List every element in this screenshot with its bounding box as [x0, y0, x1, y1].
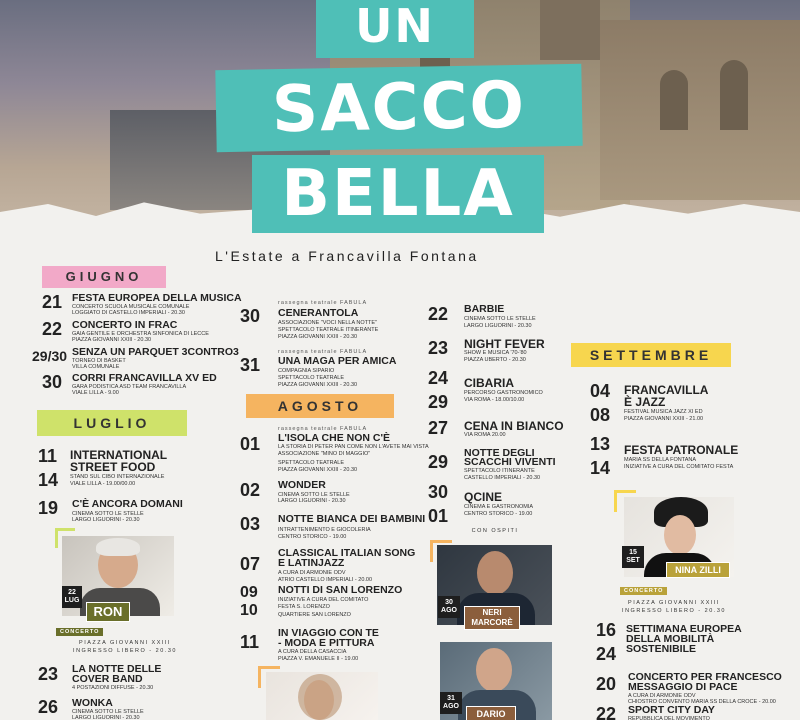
event-line: FESTIVAL MUSICA JAZZ XI ED: [624, 409, 703, 415]
event-day: 09: [240, 584, 258, 601]
event-title: MESSAGGIO DI PACE: [628, 681, 738, 693]
event-line: REPUBBLICA DEL MOVIMENTO: [628, 716, 710, 720]
event-line: FESTA S. LORENZO: [278, 604, 330, 610]
nina-date: [622, 546, 644, 568]
event-day: 22: [42, 319, 63, 339]
event-line: PIAZZA UBERTO - 20.30: [464, 357, 526, 363]
event-line: LARGO LIGUORINI - 20.30: [278, 498, 346, 504]
event-day: 22: [596, 704, 617, 720]
event-title: IN VIAGGIO CON TE: [278, 627, 379, 639]
event-line: SPETTACOLO ITINERANTE: [464, 468, 535, 474]
nina-nametag: NINA ZILLI: [666, 562, 730, 578]
event-day: 21: [42, 292, 63, 312]
event-line: MARIA SS DELLA FONTANA: [624, 457, 697, 463]
event-day: 04: [590, 381, 611, 401]
event-day: 29/30: [32, 348, 68, 364]
date-day: 30: [445, 599, 453, 606]
event-day: 23: [428, 338, 449, 358]
event-line: LARGO LIGUORINI - 20.30: [464, 323, 532, 329]
window: [720, 60, 748, 130]
event-day: 22: [428, 304, 449, 324]
event-line: CENTRO STORICO - 19.00: [464, 511, 533, 517]
date-month: AGO: [441, 607, 457, 614]
event-title: È JAZZ: [624, 395, 666, 409]
event-line: LA STORIA DI PETER PAN COME NON L'AVETE MAI VISTA: [278, 444, 429, 450]
date-day: 31: [447, 695, 455, 702]
month-agosto: AGOSTO: [246, 394, 394, 418]
event-title: UNA MAGA PER AMICA: [278, 355, 397, 367]
event-line: QUARTIERE SAN LORENZO: [278, 612, 351, 618]
nina-place: PIAZZA GIOVANNI XXIII: [628, 600, 720, 606]
event-line: CINEMA SOTTO LE STELLE: [278, 492, 350, 498]
event-line: SPETTACOLO TEATRALE ITINERANTE: [278, 327, 379, 333]
month-giugno: GIUGNO: [42, 266, 166, 288]
event-title: CLASSICAL ITALIAN SONG: [278, 547, 416, 559]
event-photo: [266, 672, 378, 720]
event-day: 30: [240, 306, 261, 326]
event-day-end: 01: [428, 506, 449, 526]
event-line: CENTRO STORICO - 19.00: [278, 534, 347, 540]
event-title: CENA IN BIANCO: [464, 419, 564, 433]
event-day: 20: [596, 674, 617, 694]
ron-nametag: RON: [86, 602, 130, 622]
event-title: NOTTI DI SAN LORENZO: [278, 584, 403, 596]
event-title: DELLA MOBILITÀ: [626, 633, 715, 645]
event-title: C'È ANCORA DOMANI: [72, 498, 183, 510]
event-day: 03: [240, 514, 261, 534]
guest-1-nametag: [464, 606, 520, 630]
event-line: A CURA DELLA CASACCIA: [278, 649, 347, 655]
event-day: 24: [428, 368, 449, 388]
event-line: ASSOCIAZIONE "MINO DI MAGGIO": [278, 451, 371, 457]
guest-2-nametag: DARIO: [466, 706, 516, 720]
event-line: SPETTACOLO TEATRALE: [278, 375, 345, 381]
date-month: SET: [626, 557, 640, 564]
event-line: PIAZZA V. EMANUELE II - 19.00: [278, 656, 359, 662]
event-day-end: 14: [590, 458, 611, 478]
event-title: CONCERTO IN FRAC: [72, 319, 178, 331]
title-line-3: BELLA: [252, 155, 544, 233]
event-line: ASSOCIAZIONE "VOCI NELLA NOTTE": [278, 320, 377, 326]
event-day: 23: [38, 664, 59, 684]
date-day: 22: [68, 589, 76, 596]
event-title: CORRI FRANCAVILLA XV ED: [72, 372, 217, 384]
subtitle: L'Estate a Francavilla Fontana: [215, 248, 479, 264]
event-line: VIALE LILLA - 19.00/00.00: [70, 481, 136, 487]
event-day-end: 10: [240, 602, 258, 619]
date-day: 15: [629, 549, 637, 556]
nina-entry: INGRESSO LIBERO - 20.30: [622, 608, 726, 614]
ron-date: [62, 586, 82, 608]
event-title: COVER BAND: [72, 673, 143, 685]
ron-badge: CONCERTO: [56, 628, 103, 636]
event-line: SPETTACOLO TEATRALE: [278, 460, 345, 466]
event-title: L'ISOLA CHE NON C'È: [278, 432, 390, 444]
event-line: CASTELLO IMPERIALI - 20.30: [464, 475, 541, 481]
event-line: VIALE LILLA - 9.00: [72, 390, 119, 396]
event-title: LA NOTTE DELLE: [72, 663, 162, 675]
event-day: 02: [240, 480, 261, 500]
event-title: QCINE: [464, 490, 503, 504]
guest-2-date: [440, 692, 462, 714]
event-title: FESTA EUROPEA DELLA MUSICA: [72, 292, 242, 304]
guest-surname: MARCORÈ: [471, 618, 513, 627]
event-title: CONCERTO PER FRANCESCO: [628, 671, 782, 683]
event-line: VIA ROMA - 18.00/10.00: [464, 397, 525, 403]
event-title: CIBARIA: [464, 376, 514, 390]
date-month: LUG: [64, 597, 80, 604]
month-settembre: SETTEMBRE: [571, 343, 731, 367]
event-day: 01: [240, 434, 261, 454]
event-line: VIA ROMA 20.00: [464, 432, 506, 438]
title-line-1: UN: [316, 0, 474, 58]
event-line: TORNEO DI BASKET: [72, 358, 126, 364]
event-title: SOSTENIBILE: [626, 643, 697, 655]
guests-label: CON OSPITI: [471, 528, 519, 534]
event-line: PIAZZA GIOVANNI XXIII - 20.30: [278, 382, 358, 388]
event-day-end: 14: [38, 470, 59, 490]
event-line: CINEMA SOTTO LE STELLE: [72, 709, 144, 715]
event-line: GARA PODISTICA ASD TEAM FRANCAVILLA: [72, 384, 187, 390]
event-line: 4 POSTAZIONI DIFFUSE - 20.30: [72, 685, 154, 691]
event-line: ATRIO CASTELLO IMPERIALI - 20.00: [278, 577, 373, 583]
event-title: INTERNATIONAL: [70, 448, 168, 462]
event-line: PIAZZA GIOVANNI XXIII - 20.30: [72, 337, 152, 343]
event-title: SENZA UN PARQUET 3CONTRO3: [72, 346, 239, 358]
event-line: SHOW E MUSICA '70-'80: [464, 350, 527, 356]
bell-tower: [540, 0, 600, 60]
title-line-2: SACCO: [215, 64, 582, 152]
event-title: SCACCHI VIVENTI: [464, 456, 556, 468]
date-month: AGO: [443, 703, 459, 710]
event-pre: rassegna teatrale FABULA: [278, 300, 368, 306]
guest-name: NERI: [482, 608, 502, 617]
event-title: WONDER: [278, 479, 326, 491]
event-title: FRANCAVILLA: [624, 383, 709, 397]
event-pre: rassegna teatrale FABULA: [278, 349, 368, 355]
event-title: FESTA PATRONALE: [624, 443, 739, 457]
event-day: 19: [38, 498, 59, 518]
event-title: NOTTE DEGLI: [464, 447, 535, 459]
event-line: LOGGIATO DI CASTELLO IMPERIALI - 20.30: [72, 310, 185, 316]
event-line: LARGO LIGUORINI - 20.30: [72, 517, 140, 523]
month-luglio: LUGLIO: [37, 410, 187, 436]
event-day: 07: [240, 554, 261, 574]
event-line: STAND SUL CIBO INTERNAZIONALE: [70, 474, 165, 480]
event-line: CINEMA E GASTRONOMIA: [464, 504, 534, 510]
event-line: CONCERTO SCUOLA MUSICALE COMUNALE: [72, 304, 190, 310]
event-line: COMPAGNIA SIPARIO: [278, 368, 335, 374]
event-line: INIZIATIVE A CURA DEL COMITATO: [278, 597, 369, 603]
event-day-end: 24: [596, 644, 617, 664]
event-title: SPORT CITY DAY: [628, 704, 715, 716]
event-day: 31: [240, 355, 261, 375]
event-title: NOTTE BIANCA DEI BAMBINI: [278, 513, 426, 525]
event-line: PIAZZA GIOVANNI XXIII - 21.00: [624, 416, 704, 422]
event-day-end: 29: [428, 392, 449, 412]
event-line: CINEMA SOTTO LE STELLE: [464, 316, 536, 322]
guest-1-date: [438, 596, 460, 618]
event-day: 26: [38, 697, 59, 717]
event-title: E LATINJAZZ: [278, 557, 345, 569]
event-title: CENERANTOLA: [278, 307, 359, 319]
event-day: 16: [596, 620, 617, 640]
event-title: WONKA: [72, 697, 113, 709]
event-day: 13: [590, 434, 611, 454]
event-line: GAIA GENTILE E ORCHESTRA SINFONICA DI LECCE: [72, 331, 209, 337]
event-day: 29: [428, 452, 449, 472]
event-line: A CURA DI ARMONIE ODV: [628, 693, 696, 699]
event-title: BARBIE: [464, 303, 505, 315]
event-line: PERCORSO GASTRONOMICO: [464, 390, 543, 396]
event-line: PIAZZA GIOVANNI XXIII - 20.30: [278, 334, 358, 340]
nina-badge: CONCERTO: [620, 587, 667, 595]
event-pre: rassegna teatrale FABULA: [278, 426, 368, 432]
event-line: INIZIATIVE A CURA DEL COMITATO FESTA: [624, 464, 734, 470]
building-right: [600, 20, 800, 200]
event-line: A CURA DI ARMONIE ODV: [278, 570, 346, 576]
ron-place: PIAZZA GIOVANNI XXIII: [79, 640, 171, 646]
ron-entry: INGRESSO LIBERO - 20.30: [73, 648, 177, 654]
event-title: - MODA E PITTURA: [278, 637, 375, 649]
event-title: STREET FOOD: [70, 460, 156, 474]
window: [660, 70, 688, 130]
event-day: 11: [38, 446, 58, 466]
event-line: CINEMA SOTTO LE STELLE: [72, 511, 144, 517]
event-line: PIAZZA GIOVANNI XXIII - 20.30: [278, 467, 358, 473]
event-line: INTRATTENIMENTO E GIOCOLERIA: [278, 527, 371, 533]
event-title: NIGHT FEVER: [464, 337, 545, 351]
event-day-end: 08: [590, 405, 611, 425]
event-line: CHIOSTRO CONVENTO MARIA SS DELLA CROCE - 20.00: [628, 699, 776, 705]
event-day: 11: [240, 632, 260, 652]
event-day: 27: [428, 418, 449, 438]
event-title: SETTIMANA EUROPEA: [626, 623, 742, 635]
event-day: 30: [42, 372, 63, 392]
event-line: VILLA COMUNALE: [72, 364, 120, 370]
event-line: LARGO LIGUORINI - 20.30: [72, 715, 140, 720]
event-day: 30: [428, 482, 449, 502]
